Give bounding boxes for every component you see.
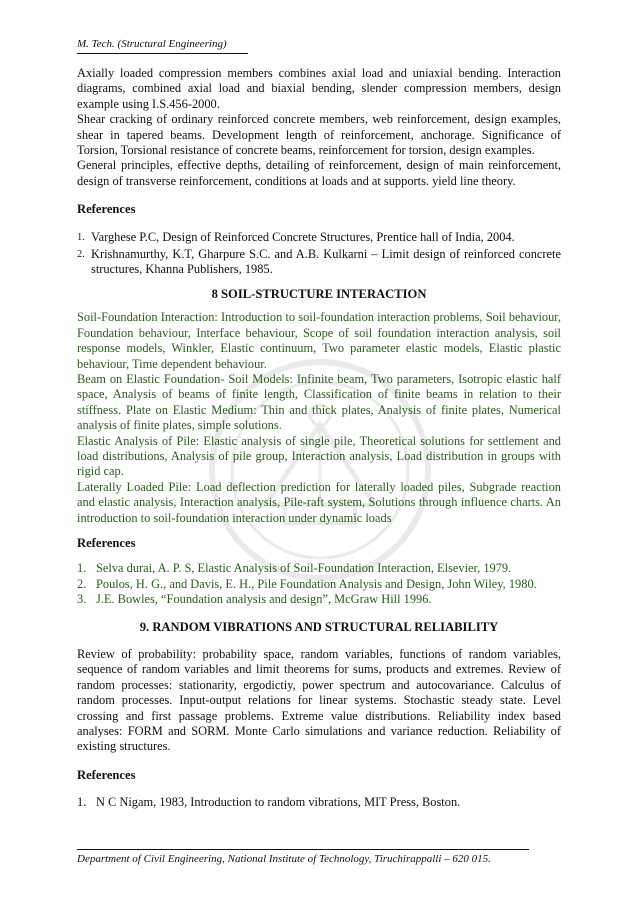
header-rule xyxy=(77,53,248,54)
list-number: 1. xyxy=(77,795,87,810)
list-number: 2. xyxy=(77,249,85,261)
list-number: 1. xyxy=(77,231,85,243)
main-content xyxy=(77,66,561,811)
list-item xyxy=(77,247,561,278)
list-item xyxy=(77,561,561,576)
references-list xyxy=(77,230,561,278)
reference-text: Selva durai, A. P. S, Elastic Analysis of Soil-Foundation Interaction, Elsevier, 1979. xyxy=(96,561,512,576)
reference-text: Krishnamurthy, K.T, Gharpure S.C. and A.B. Kulkarni – Limit design of reinforced concrete structures, Khanna Publishers, 1985. xyxy=(91,247,561,277)
references-heading: References xyxy=(77,535,136,550)
list-item xyxy=(77,592,561,607)
section-heading: 9. RANDOM VIBRATIONS AND STRUCTURAL RELIABILITY xyxy=(139,619,499,634)
reference-text: J.E. Bowles, “Foundation analysis and design”, McGraw Hill 1996. xyxy=(96,592,432,607)
reference-text: Poulos, H. G., and Davis, E. H., Pile Foundation Analysis and Design, John Wiley, 1980. xyxy=(96,576,537,591)
reference-text: N C Nigam, 1983, Introduction to random vibrations, MIT Press, Boston. xyxy=(96,795,461,810)
body-paragraph: Soil-Foundation Interaction: Introduction to soil-foundation interaction problems, Soil behaviour, Foundation behaviour, Interface behaviour, Scope of soil foundation interaction analysis, soil response models, Winkler, Elastic continuum, Two parameter elastic models, Elastic plastic behaviour, Time dependent behaviour. xyxy=(77,310,561,371)
list-item xyxy=(77,577,561,592)
footer-rule xyxy=(77,849,529,850)
list-number: 2. xyxy=(77,576,87,591)
list-item xyxy=(77,230,561,245)
body-paragraph: Laterally Loaded Pile: Load deflection prediction for laterally loaded piles, Subgrade reaction and elastic analysis, Interaction analysis, Pile-raft system, Solutions through influence charts. An introduction to soil-foundation interaction under dynamic loads xyxy=(77,479,561,525)
reference-text: Varghese P.C, Design of Reinforced Concrete Structures, Prentice hall of India, 2004. xyxy=(91,229,515,244)
references-heading: References xyxy=(77,202,136,217)
section-heading: 8 SOIL-STRUCTURE INTERACTION xyxy=(211,286,427,301)
body-paragraph: Axially loaded compression members combines axial load and uniaxial bending. Interaction diagrams, combined axial load and biaxial bending, slender compression members, design example using I.S.456-2000. xyxy=(77,66,561,111)
section-body xyxy=(77,310,561,526)
references-list xyxy=(77,795,561,810)
body-paragraph: General principles, effective depths, detailing of reinforcement, design of main reinforcement, design of transverse reinforcement, conditions at loads and at supports. yield line theory. xyxy=(77,158,561,188)
references-heading: References xyxy=(77,767,136,782)
running-header: M. Tech. (Structural Engineering) xyxy=(77,38,227,50)
body-paragraph: Elastic Analysis of Pile: Elastic analysis of single pile, Theoretical solutions for settlement and load distributions, Analysis of pile group, Interaction analysis, Load distribution in groups with rigid cap. xyxy=(77,433,561,479)
list-item xyxy=(77,795,561,810)
body-paragraph: Review of probability: probability space, random variables, functions of random variables, sequence of random variables and limit theorems for sums, products and extremes. Review of random processes: stationarity, ergodictiy, power spectrum and autocovariance. Calculus of random processes. Input-output relations for linear systems. Stochastic steady state. Level crossing and first passage problems. Extreme value distributions. Reliability index based analyses: FORM and SORM. Monte Carlo simulations and variance reduction. Reliability of existing structures. xyxy=(77,647,561,754)
body-paragraph: Beam on Elastic Foundation- Soil Models: Infinite beam, Two parameters, Isotropic elastic half space, Analysis of beams of finite length, Classification of finite beams in relation to their stiffness. Plate on Elastic Medium: Thin and thick plates, Analysis of finite plates, Numerical analysis of finite plates, simple solutions. xyxy=(77,371,561,433)
body-paragraph: Shear cracking of ordinary reinforced concrete members, web reinforcement, design examples, shear in tapered beams. Development length of reinforcement, anchorage. Significance of Torsion, Torsional resistance of concrete beams, reinforcement for torsion, design examples. xyxy=(77,112,561,158)
list-number: 1. xyxy=(77,561,87,576)
references-list xyxy=(77,561,561,607)
running-footer: Department of Civil Engineering, National Institute of Technology, Tiruchirappalli – 620 015. xyxy=(77,853,491,865)
list-number: 3. xyxy=(77,592,87,607)
